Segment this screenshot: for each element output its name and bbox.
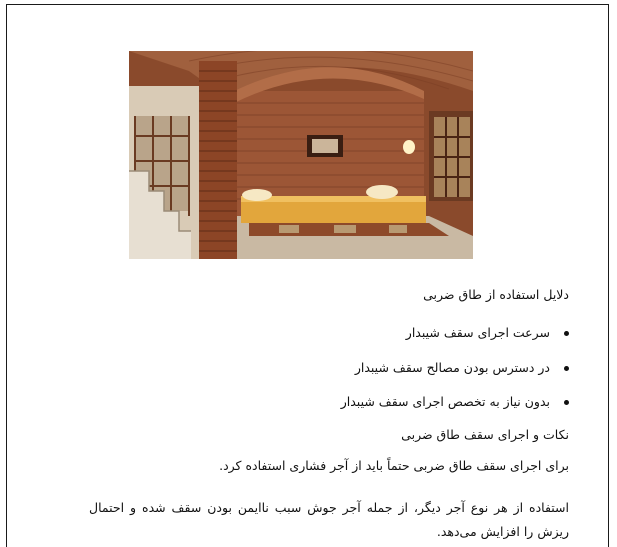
heading-reasons: دلایل استفاده از طاق ضربی [423,287,569,302]
list-item [355,360,569,376]
brick-vault-room-photo [129,51,473,259]
paragraph-1: برای اجرای سقف طاق ضربی حتماً باید از آجر فشاری استفاده کرد. [219,458,569,473]
list-item [406,325,569,341]
bullet-icon [564,331,569,336]
paragraph-2: استفاده از هر نوع آجر دیگر، از جمله آجر جوش سبب ناایمن بودن سقف شده و احتمال ریزش را افزایش می‌دهد. [89,500,569,539]
list-item [341,394,569,410]
heading-points: نکات و اجرای سقف طاق ضربی [401,427,569,442]
list-item-text: در دسترس بودن مصالح سقف شیبدار [354,360,550,375]
list-item-text: سرعت اجرای سقف شیبدار [405,325,550,340]
list-item-text: بدون نیاز به تخصص اجرای سقف شیبدار [340,394,550,409]
bullet-icon [564,400,569,405]
bullet-icon [564,366,569,371]
